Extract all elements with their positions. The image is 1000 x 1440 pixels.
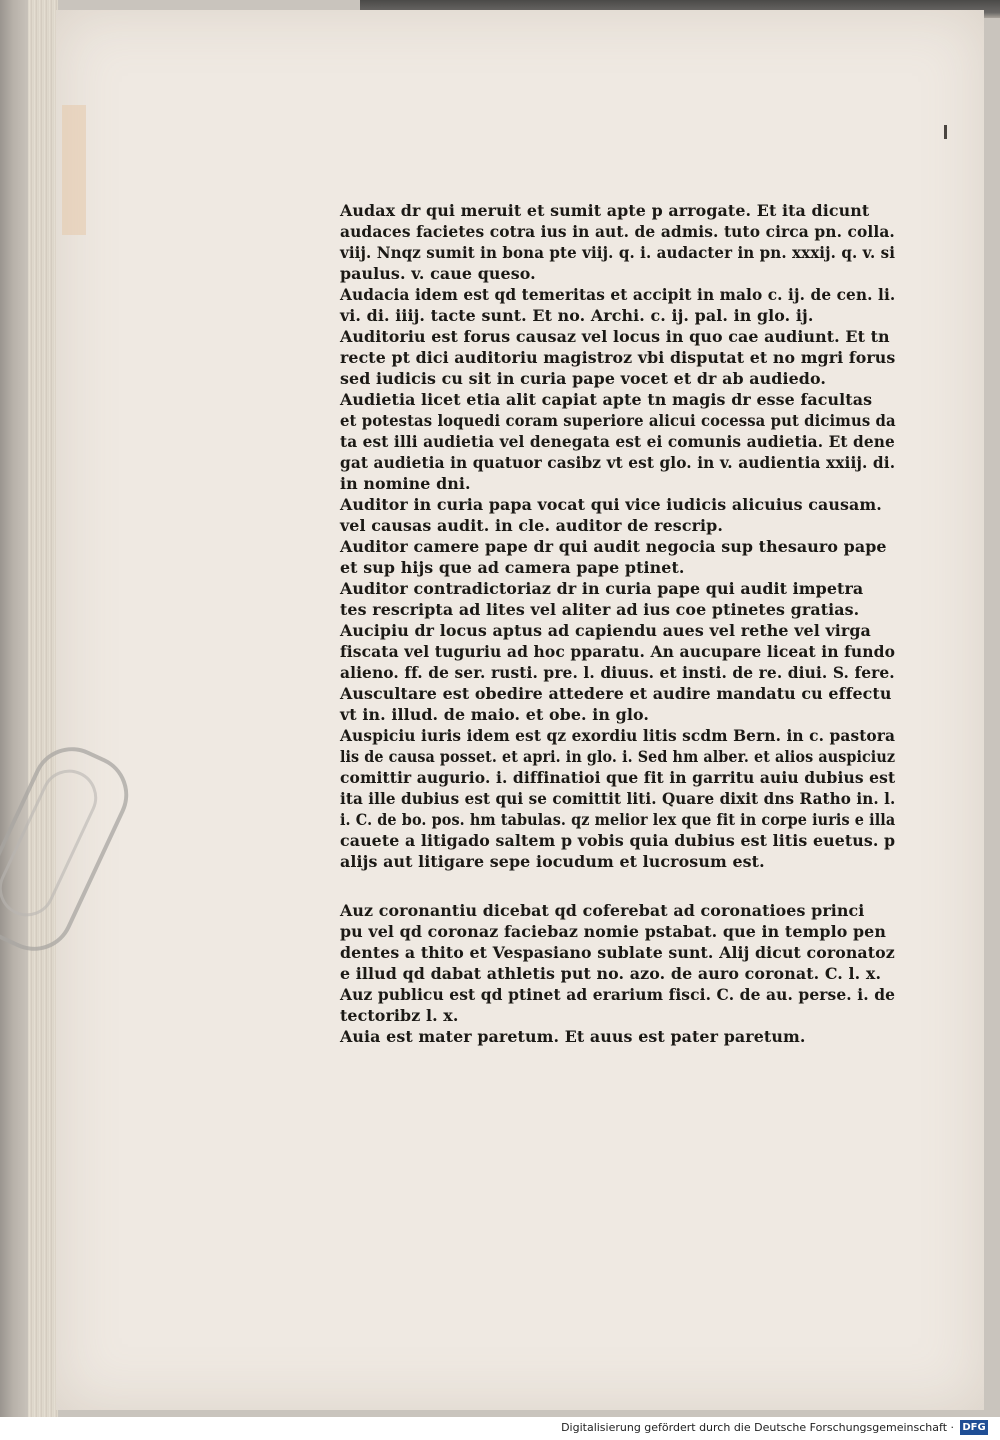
- text-line: Audietia licet etia alit capiat apte tn magis dr esse facultas: [340, 390, 873, 409]
- text-entry: [340, 725, 900, 872]
- text-line: gat audietia in quatuor casibz vt est glo. in v. audientia xxiij. di.: [340, 453, 896, 472]
- text-entry: [340, 1026, 900, 1047]
- text-line: e illud qd dabat athletis put no. azo. de auro coronat. C. l. x.: [340, 964, 882, 983]
- text-line: i. C. de bo. pos. hm tabulas. qz melior lex que fit in corpe iuris e illa: [340, 810, 896, 829]
- text-line: paulus. v. caue queso.: [340, 264, 536, 283]
- text-line: vi. di. iiij. tacte sunt. Et no. Archi. c. ij. pal. in glo. ij.: [340, 306, 814, 325]
- text-entry: [340, 620, 900, 683]
- entries-after-group: [340, 900, 900, 1047]
- text-line: Audacia idem est qd temeritas et accipit in malo c. ij. de cen. li.: [340, 285, 896, 304]
- text-line: dentes a thito et Vespasiano sublate sunt. Alij dicut coronatoz: [340, 943, 895, 962]
- section-gap: [340, 872, 900, 900]
- text-line: et potestas loquedi coram superiore alicui cocessa put dicimus da: [340, 411, 896, 430]
- text-line: et sup hijs que ad camera pape ptinet.: [340, 558, 685, 577]
- footer: [0, 1417, 1000, 1440]
- text-line: Auditor in curia papa vocat qui vice iudicis alicuius causam.: [340, 495, 882, 514]
- text-line: Auditor camere pape dr qui audit negocia sup thesauro pape: [340, 537, 887, 556]
- text-line: Auia est mater paretum. Et auus est pater paretum.: [340, 1027, 806, 1046]
- text-line: viij. Nnqz sumit in bona pte viij. q. i. audacter in pn. xxxij. q. v. si: [340, 243, 896, 262]
- text-line: comittir augurio. i. diffinatioi que fit in garritu auiu dubius est: [340, 768, 896, 787]
- text-line: tectoribz l. x.: [340, 1006, 459, 1025]
- text-line: Auscultare est obedire attedere et audire mandatu cu effectu: [340, 684, 892, 703]
- text-entry: [340, 578, 900, 620]
- text-line: ta est illi audietia vel denegata est ei comunis audietia. Et dene: [340, 432, 895, 451]
- text-entry: [340, 389, 900, 494]
- text-line: Audax dr qui meruit et sumit apte p arrogate. Et ita dicunt: [340, 201, 870, 220]
- text-entry: [340, 326, 900, 389]
- text-entry: [340, 900, 900, 984]
- text-line: fiscata vel tuguriu ad hoc pparatu. An aucupare liceat in fundo: [340, 642, 896, 661]
- text-entry: [340, 284, 900, 326]
- text-line: tes rescripta ad lites vel aliter ad ius coe ptinetes gratias.: [340, 600, 860, 619]
- text-line: ita ille dubius est qui se comittit liti. Quare dixit dns Ratho in. l.: [340, 789, 896, 808]
- text-line: audaces facietes cotra ius in aut. de admis. tuto circa pn. colla.: [340, 222, 895, 241]
- text-block: [340, 200, 900, 1047]
- text-line: vt in. illud. de maio. et obe. in glo.: [340, 705, 649, 724]
- paper-stain: [62, 105, 86, 235]
- entries-group: [340, 200, 900, 872]
- text-line: Auditoriu est forus causaz vel locus in quo cae audiunt. Et tn: [340, 327, 890, 346]
- text-line: Aucipiu dr locus aptus ad capiendu aues vel rethe vel virga: [340, 621, 871, 640]
- text-line: Auz coronantiu dicebat qd coferebat ad coronatioes princi: [340, 901, 865, 920]
- text-line: alijs aut litigare sepe iocudum et lucrosum est.: [340, 852, 765, 871]
- text-line: pu vel qd coronaz faciebaz nomie pstabat. que in templo pen: [340, 922, 887, 941]
- page-stack-edge: [28, 0, 58, 1417]
- margin-mark: [944, 125, 947, 139]
- text-entry: [340, 683, 900, 725]
- text-entry: [340, 984, 900, 1026]
- text-entry: [340, 536, 900, 578]
- footer-credit: Digitalisierung gefördert durch die Deutsche Forschungsgemeinschaft ·: [561, 1421, 954, 1434]
- text-line: lis de causa posset. et apri. in glo. i. Sed hm alber. et alios auspiciuz: [340, 747, 896, 766]
- dfg-logo: DFG: [960, 1420, 988, 1435]
- text-line: Auz publicu est qd ptinet ad erarium fisci. C. de au. perse. i. de: [340, 985, 896, 1004]
- text-line: recte pt dici auditoriu magistroz vbi disputat et no mgri forus: [340, 348, 896, 367]
- text-line: alieno. ff. de ser. rusti. pre. l. diuus. et insti. de re. diui. S. fere.: [340, 663, 895, 682]
- text-entry: [340, 494, 900, 536]
- text-line: vel causas audit. in cle. auditor de rescrip.: [340, 516, 723, 535]
- text-line: in nomine dni.: [340, 474, 471, 493]
- text-line: cauete a litigado saltem p vobis quia dubius est litis euetus. p: [340, 831, 896, 850]
- text-line: Auspiciu iuris idem est qz exordiu litis scdm Bern. in c. pastora: [340, 726, 896, 745]
- text-entry: [340, 200, 900, 284]
- text-line: Auditor contradictoriaz dr in curia pape qui audit impetra: [340, 579, 864, 598]
- text-line: sed iudicis cu sit in curia pape vocet et dr ab audiedo.: [340, 369, 826, 388]
